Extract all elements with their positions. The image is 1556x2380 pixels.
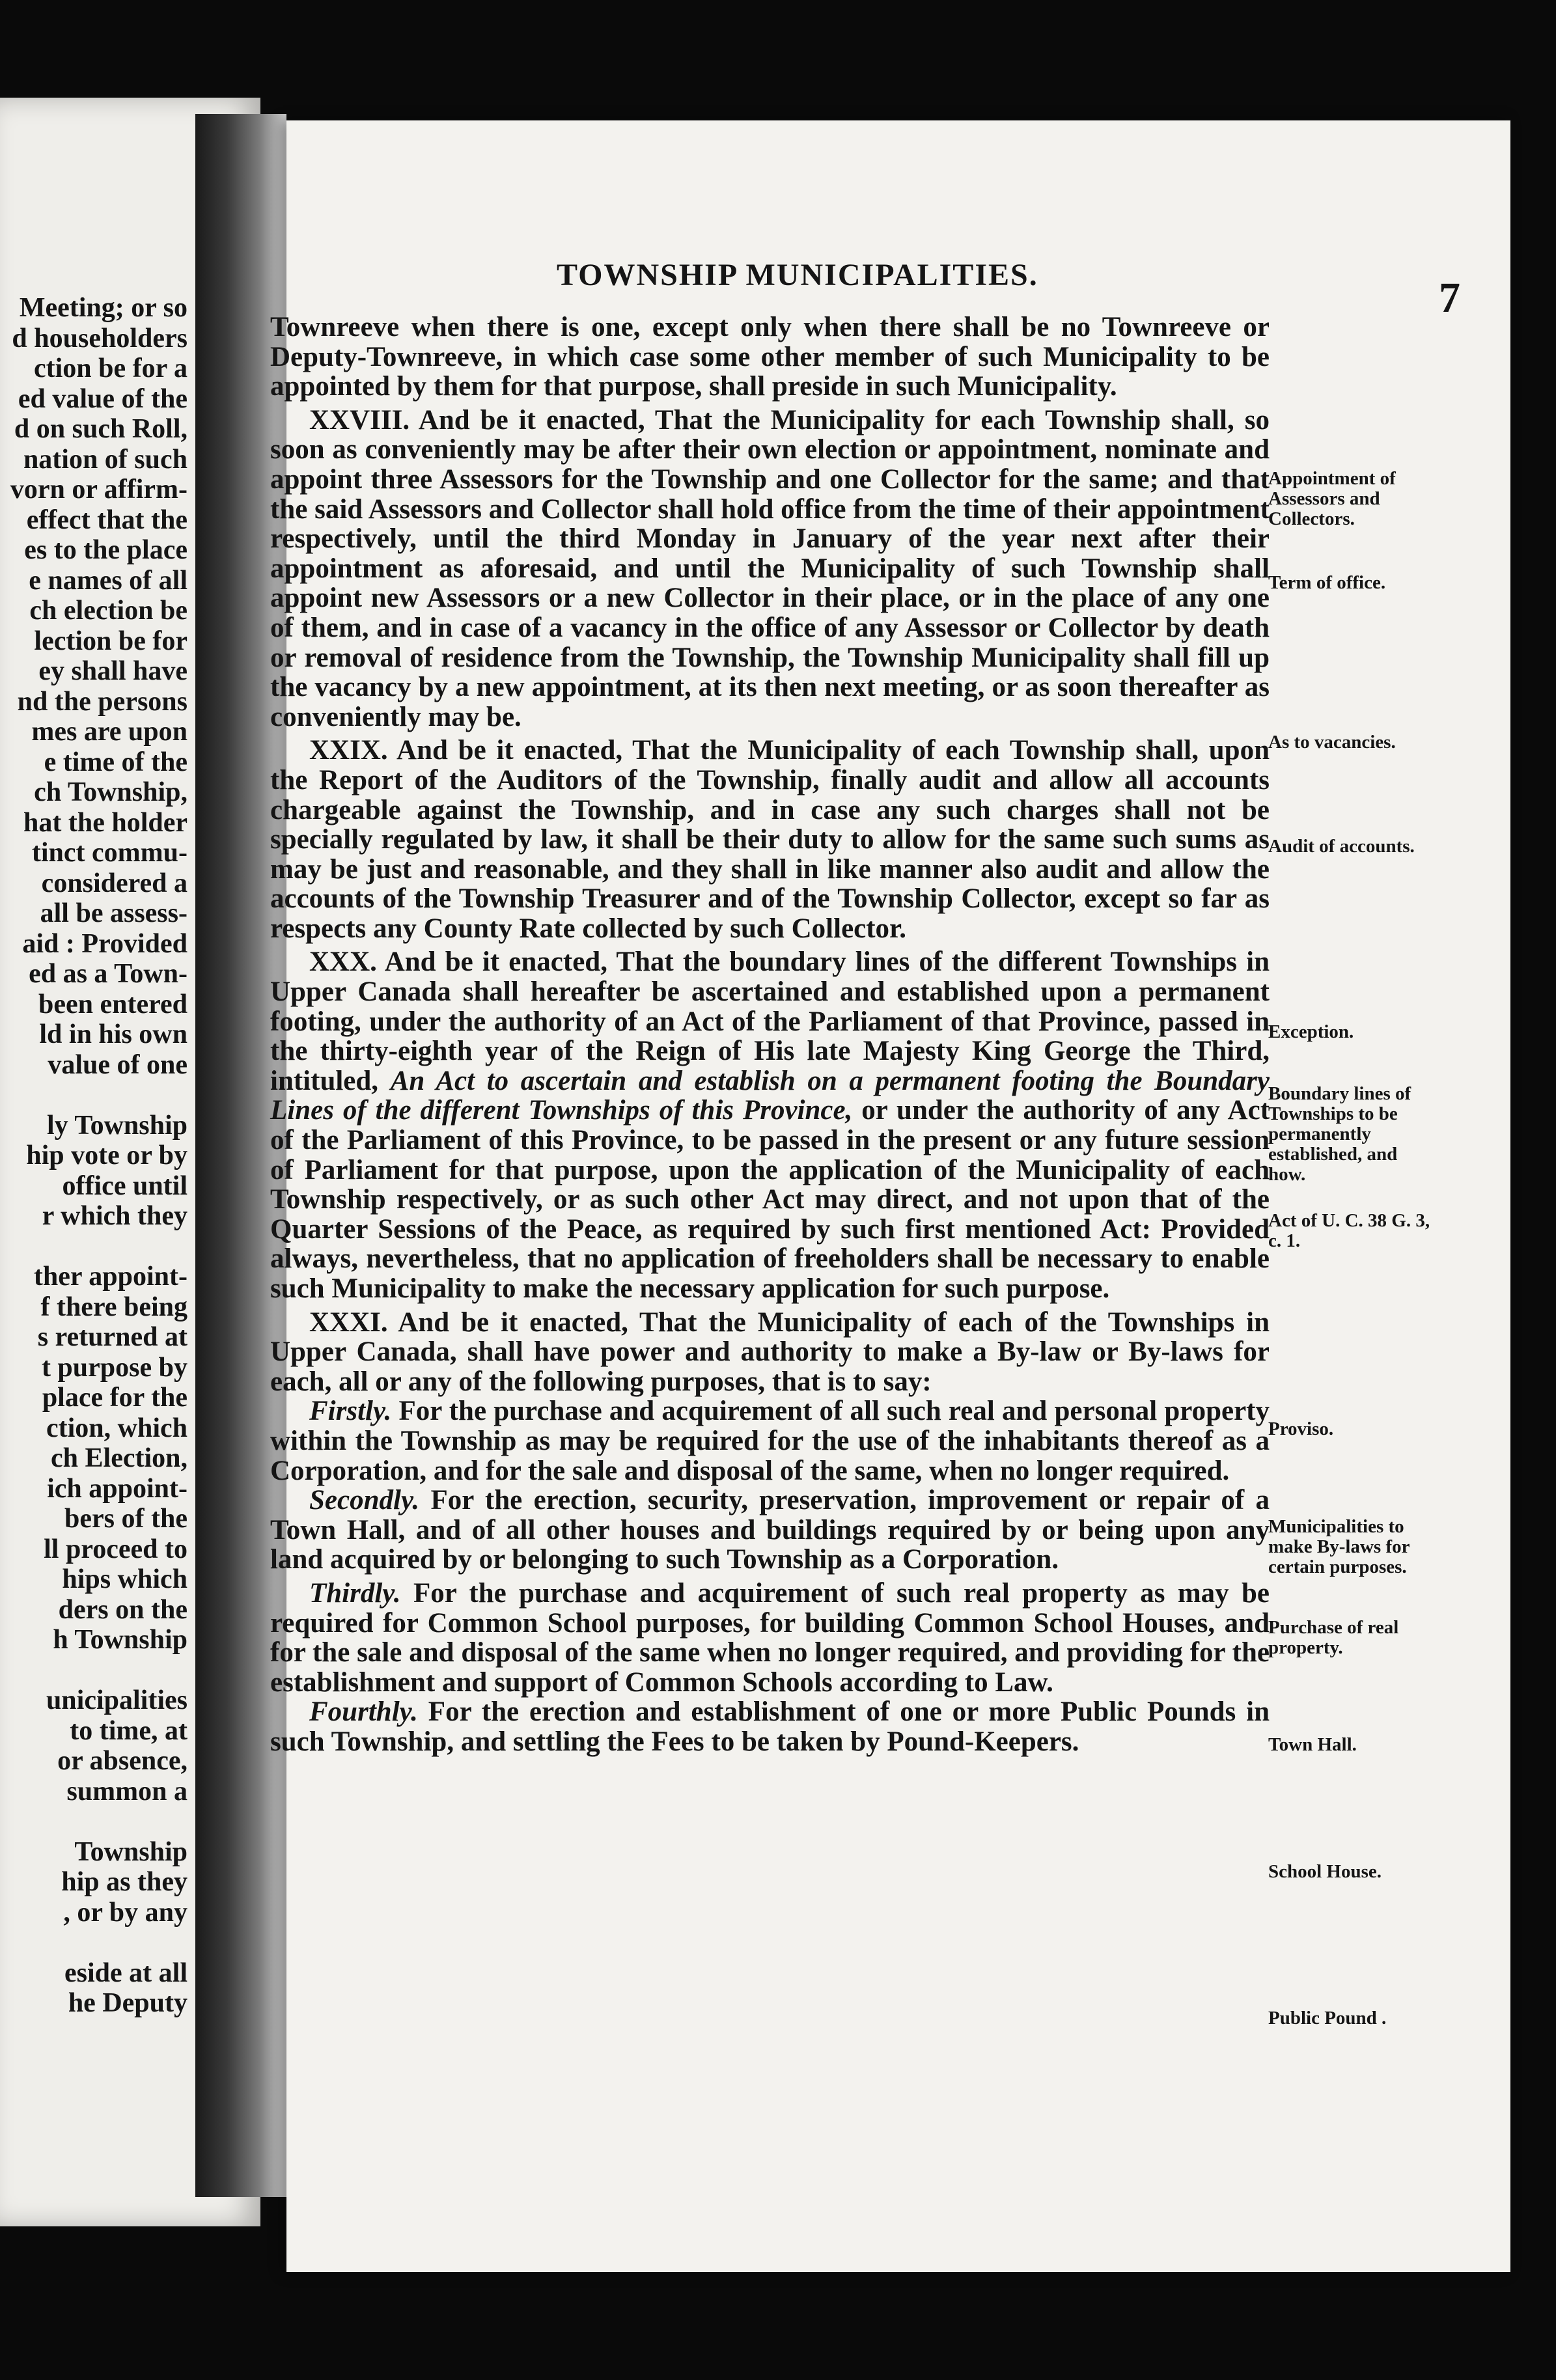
section-xxix: XXIX. And be it enacted, That the Municipality of each Township shall, upon the Report of the Auditors of the Township, finally audit and allow all accounts chargeable against the Township, and in case any such charges shall not be specially regulated by law, it shall be their duty to allow for the same such sums as may be just and reasonable, and they shall in like manner also audit and allow the accounts of the Township Treasurer and of the Township Collector, except so far as respects any County Rate collected by such Collector. [270,735,1270,944]
margin-note-town-hall: Town Hall. [1268,1734,1357,1755]
left-page-line: h Township [53,1625,188,1655]
left-page-line: nation of such [23,444,188,475]
left-page-line: ich appoint- [47,1473,188,1504]
body-text [270,312,1270,1757]
left-page-line: ll proceed to [44,1534,188,1564]
left-page-line: ld in his own [39,1019,188,1049]
left-page-line: all be assess- [40,898,188,928]
left-page-line: bers of the [64,1504,188,1534]
left-page-line: eside at all [64,1958,188,1988]
left-page-line: ed as a Town- [29,959,188,989]
left-page-line: ction be for a [33,353,188,383]
left-page-line: place for the [42,1383,188,1413]
left-page-line: effect that the [26,505,188,535]
left-page-line [10,1806,188,1837]
left-page-line: unicipalities [46,1685,188,1715]
left-page-line: considered a [41,868,188,898]
left-page-line [10,1232,188,1262]
running-head: TOWNSHIP MUNICIPALITIES. [557,258,1038,292]
margin-note-boundary: Boundary lines of Townships to be permanently established, and how. [1268,1083,1411,1185]
margin-note-term: Term of office. [1268,572,1386,593]
left-page-line: he Deputy [68,1988,188,2018]
margin-note-exception: Exception. [1268,1021,1354,1042]
left-page-line: ey shall have [38,656,188,686]
left-page-line: ther appoint- [33,1262,188,1292]
left-page-line: nd the persons [17,686,188,717]
left-page-line: d householders [12,323,188,353]
left-page-line: ction, which [46,1413,188,1443]
left-page-line: summon a [66,1776,188,1806]
left-page-line: e time of the [44,747,188,777]
section-number: XXIX. [309,735,388,766]
left-page-line: ed value of the [18,383,188,414]
left-page-line: r which they [42,1201,188,1231]
left-page-line: office until [62,1170,188,1201]
margin-note-proviso: Proviso. [1268,1418,1334,1439]
left-page-line: ders on the [58,1594,188,1625]
left-page-line: f there being [40,1292,188,1322]
margin-note-act: Act of U. C. 38 G. 3, c. 1. [1268,1210,1430,1251]
section-number: XXX. [309,947,377,978]
intro-paragraph: Townreeve when there is one, except only when there shall be no Townreeve or Deputy-Townreeve, in which case some other member of such Municipality to be appointed by them for that purpose, shall preside in such Municipality. [270,312,1270,402]
margin-note-audit: Audit of accounts. [1268,836,1415,857]
margin-note-public-pound: Public Pound . [1268,2008,1387,2028]
left-page-line: tinct commu- [31,838,188,868]
clause-thirdly: Thirdly. For the purchase and acquirement of such real property as may be required for Common School purposes, for building Common School Houses, and for the sale and disposal of the same when no longer required, and providing for the establishment and support of Common Schools according to Law. [270,1577,1270,1698]
left-page-line: , or by any [63,1897,188,1928]
margin-note-vacancies: As to vacancies. [1268,732,1396,753]
left-page-line: mes are upon [31,717,188,747]
section-xxx: XXX. And be it enacted, That the boundary lines of the different Townships in Upper Canada shall hereafter be ascertained and established upon a permanent footing, under the authority of an Act of the Parliament of that Province, passed in the thirty-eighth year of the Reign of His late Majesty King George the Third, intituled, An Act to ascertain and establish on a permanent footing the Boundary Lines of the different Townships of this Province, or under the authority of any Act of the Parliament of this Province, to be passed in the present or any future session of Parliament for that purpose, upon the application of the Municipality of each Township respectively, or as such other Act may direct, and not upon that of the Quarter Sessions of the Peace, as required by such first mentioned Act: Provided always, nevertheless, that no application of freeholders shall be necessary to enable such Municipality to make the necessary application for such purpose. [270,947,1270,1304]
clause-secondly: Secondly. For the erection, security, preservation, improvement or repair of a Town Hall, and of all other houses and buildings required by or being upon any land acquired by or belonging to such Township as a Corporation. [270,1485,1270,1575]
section-number: XXXI. [309,1307,388,1338]
left-page-line: es to the place [24,535,188,565]
left-page-line: s returned at [37,1322,188,1352]
section-xxviii: XXVIII. And be it enacted, That the Municipality for each Township shall, so soon as conveniently may be after their own election or appointment, nominate and appoint three Assessors for the Township and one Collector for the same; and that the said Assessors and Collector shall hold office from the time of their appointment respectively, until the third Monday in January of the year next after their appointment as aforesaid, and until the Municipality of such Township shall appoint new Assessors or a new Collector in their place, or in the place of any one of them, and in case of a vacancy in the office of any Assessor or Collector by death or removal of residence from the Township, the Township Municipality shall fill up the vacancy by a new appointment, at its then next meeting, or as soon thereafter as conveniently may be. [270,404,1270,732]
section-xxxi: XXXI. And be it enacted, That the Municipality of each of the Townships in Upper Canada, shall have power and authority to make a By-law or By-laws for each, all or any of the following purposes, that is to say: [270,1307,1270,1397]
left-page-line: ch Township, [34,777,188,807]
section-number: XXVIII. [309,404,410,436]
left-page-line: ch election be [29,596,188,626]
margin-note-school-house: School House. [1268,1861,1382,1882]
left-page-line: or absence, [57,1746,188,1776]
left-page-line: hip vote or by [26,1141,188,1170]
left-page-line: aid : Provided [22,928,188,959]
left-page-line [10,1080,188,1111]
left-page-line: hat the holder [23,807,188,838]
act-title: An Act to ascertain and establish on a permanent footing the Boundary Lines of the different Townships of this Province, [270,1065,1270,1126]
margin-note-appointment: Appointment of Assessors and Collectors. [1268,468,1396,529]
left-page-line: lection be for [34,626,188,656]
left-page-line: t purpose by [41,1352,188,1383]
clause-fourthly: Fourthly. For the erection and establishment of one or more Public Pounds in such Township, and settling the Fees to be taken by Pound-Keepers. [270,1696,1270,1757]
left-page-line: vorn or affirm- [10,475,188,505]
left-page-line [10,1655,188,1686]
left-page-line: Meeting; or so [19,293,188,323]
left-page-line: Township [74,1836,188,1867]
left-page-line: e names of all [29,565,188,596]
left-page-line: to time, at [70,1715,188,1746]
left-page-line: hip as they [61,1867,188,1897]
left-page-line [10,1928,188,1958]
left-page-line: value of one [48,1049,188,1080]
left-page-line: hips which [62,1564,188,1594]
clause-firstly: Firstly. For the purchase and acquirement of all such real and personal property within the Township as may be required for the use of the inhabitants thereof as a Corporation, and for the sale and disposal of the same, when no longer required. [270,1396,1270,1486]
left-page-line: been entered [38,989,188,1019]
left-page-line: ly Township [47,1110,188,1141]
margin-note-purchase: Purchase of real property. [1268,1617,1399,1658]
page-number: 7 [1439,274,1460,322]
left-page-line: ch Election, [51,1443,188,1473]
left-page-text [10,293,188,2019]
margin-note-bylaws: Municipalities to make By-laws for certain purposes. [1268,1516,1410,1577]
left-page-line: d on such Roll, [14,414,188,444]
